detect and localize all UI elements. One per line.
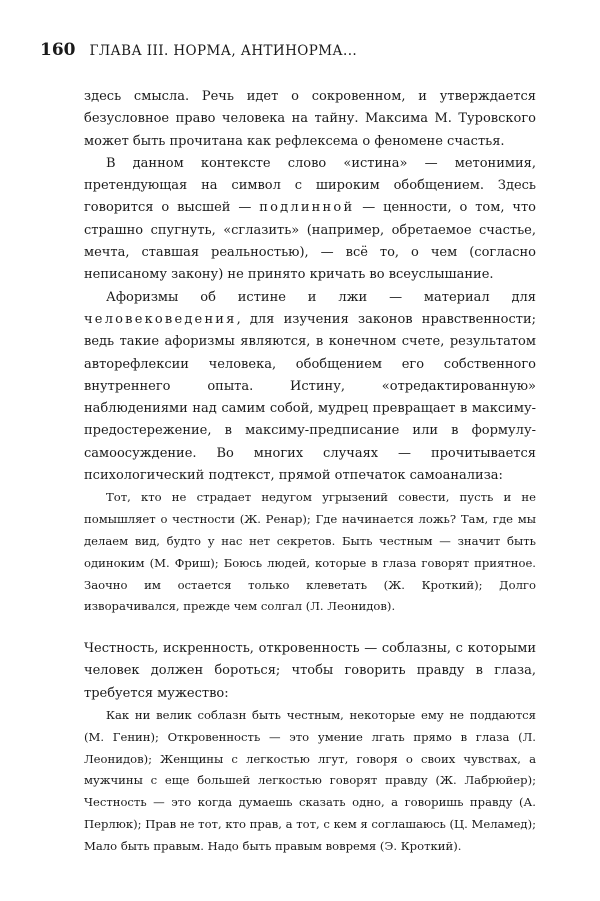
running-header [40, 40, 560, 60]
paragraph-2-part-a: В данном контексте слово «истина» — метонимия, претендующая на символ с широким обобщением. Здесь говорится о высшей — [84, 155, 536, 216]
quote-block-2: Как ни велик соблазн быть честным, некоторые ему не поддаются (М. Генин); Откровенность — это умение лгать прямо в глаза (Л. Леонидов); Женщины с легкостью лгут, говоря о своих чувствах, а мужчины с еще большей легкостью говорят правду (Ж. Лабрюйер); Честность — это когда думаешь сказать одно, а говоришь правду (А. Перлюк); Прав не тот, кто прав, а тот, с кем я соглашаюсь (Ц. Меламед); Мало быть правым. Надо быть правым вовремя (Э. Кроткий). [84, 708, 536, 853]
paragraph-2-part-b: — ценности, о том, что страшно спугнуть, «сглазить» (например, обретаемое счастье, мечта, ставшая реальностью), — всё то, о чем (согласно неписаному закону) не принято кричать во всеуслышание. [84, 200, 536, 283]
paragraph-3-part-a: Афоризмы об истине и лжи — материал для [106, 289, 536, 305]
spaced-word-chelovekovedenie: человековедения [84, 311, 237, 327]
paragraph-1: здесь смысла. Речь идет о сокровенном, и утверждается безусловное право человека на тайну. Максима М. Туровского может быть прочитана как рефлексема о феномене счастья. [84, 89, 536, 149]
page-number: 160 [40, 40, 76, 60]
chapter-title: ГЛАВА III. НОРМА, АНТИНОРМА... [89, 43, 358, 59]
paragraph-2 [84, 153, 536, 287]
body-text [84, 86, 536, 858]
paragraph-4: Честность, искренность, откровенность — соблазны, с которыми человек должен бороться; чтобы говорить правду в глаза, требуется мужество: [84, 641, 536, 701]
quote-block-1: Тот, кто не страдает недугом угрызений совести, пусть и не помышляет о честности (Ж. Ренар); Где начинается ложь? Там, где мы делаем вид, будто у нас нет секретов. Быть честным — значит быть одиноким (М. Фриш); Боюсь людей, которые в глаза говорят приятное. Заочно им остается только клеветать (Ж. Кроткий); Долго изворачивался, прежде чем солгал (Л. Леонидов). [84, 490, 536, 614]
paragraph-3 [84, 287, 536, 488]
paragraph-3-part-b: , для изучения законов нравственности; ведь такие афоризмы являются, в конечном счете, результатом авторефлексии человека, обобщением его собственного внутреннего опыта. Истину, «отредактированную» наблюдениями над самим собой, мудрец превращает в максиму-предостережение, в максиму-предписание или в формулу-самоосуждение. Во многих случаях — прочитывается психологический подтекст, прямой отпечаток самоанализа: [84, 311, 536, 484]
spaced-word-podlinnoy: подлинной [259, 200, 355, 216]
